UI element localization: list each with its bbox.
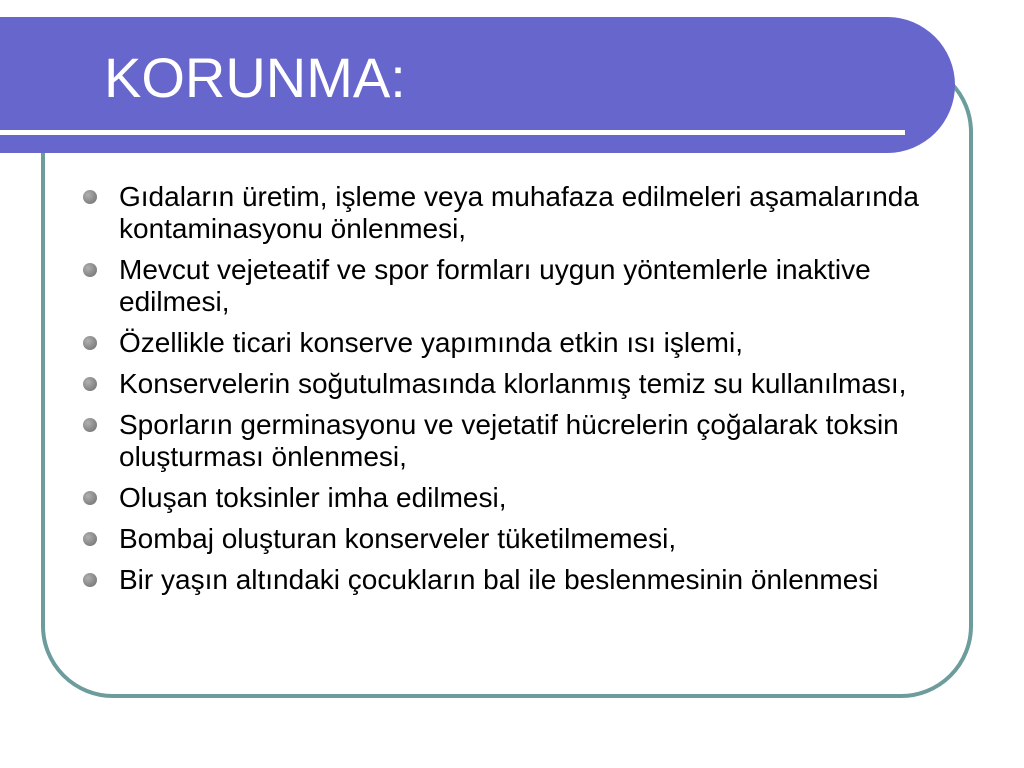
bullet-dot-icon bbox=[83, 532, 97, 546]
bullet-text: Mevcut vejeteatif ve spor formları uygun yöntemlerle inaktive edilmesi, bbox=[119, 254, 871, 317]
bullet-text: Özellikle ticari konserve yapımında etkin ısı işlemi, bbox=[119, 327, 743, 358]
bullet-text: Konservelerin soğutulmasında klorlanmış temiz su kullanılması, bbox=[119, 368, 907, 399]
bullet-dot-icon bbox=[83, 418, 97, 432]
bullet-text: Gıdaların üretim, işleme veya muhafaza edilmeleri aşamalarında kontaminasyonu önlenmesi, bbox=[119, 181, 919, 244]
bullet-text: Oluşan toksinler imha edilmesi, bbox=[119, 482, 507, 513]
bullet-dot-icon bbox=[83, 190, 97, 204]
bullet-list bbox=[83, 181, 943, 605]
bullet-text: Sporların germinasyonu ve vejetatif hücrelerin çoğalarak toksin oluşturması önlenmesi, bbox=[119, 409, 899, 472]
bullet-dot-icon bbox=[83, 377, 97, 391]
bullet-item bbox=[83, 327, 943, 359]
title-divider-line bbox=[0, 130, 905, 135]
bullet-text: Bir yaşın altındaki çocukların bal ile beslenmesinin önlenmesi bbox=[119, 564, 879, 595]
bullet-item bbox=[83, 254, 943, 318]
bullet-dot-icon bbox=[83, 336, 97, 350]
slide-title: KORUNMA: bbox=[104, 46, 406, 109]
bullet-item bbox=[83, 523, 943, 555]
bullet-dot-icon bbox=[83, 491, 97, 505]
bullet-item bbox=[83, 482, 943, 514]
bullet-item bbox=[83, 368, 943, 400]
bullet-item bbox=[83, 564, 943, 596]
bullet-dot-icon bbox=[83, 573, 97, 587]
bullet-item bbox=[83, 409, 943, 473]
bullet-item bbox=[83, 181, 943, 245]
bullet-text: Bombaj oluşturan konserveler tüketilmemesi, bbox=[119, 523, 677, 554]
bullet-dot-icon bbox=[83, 263, 97, 277]
